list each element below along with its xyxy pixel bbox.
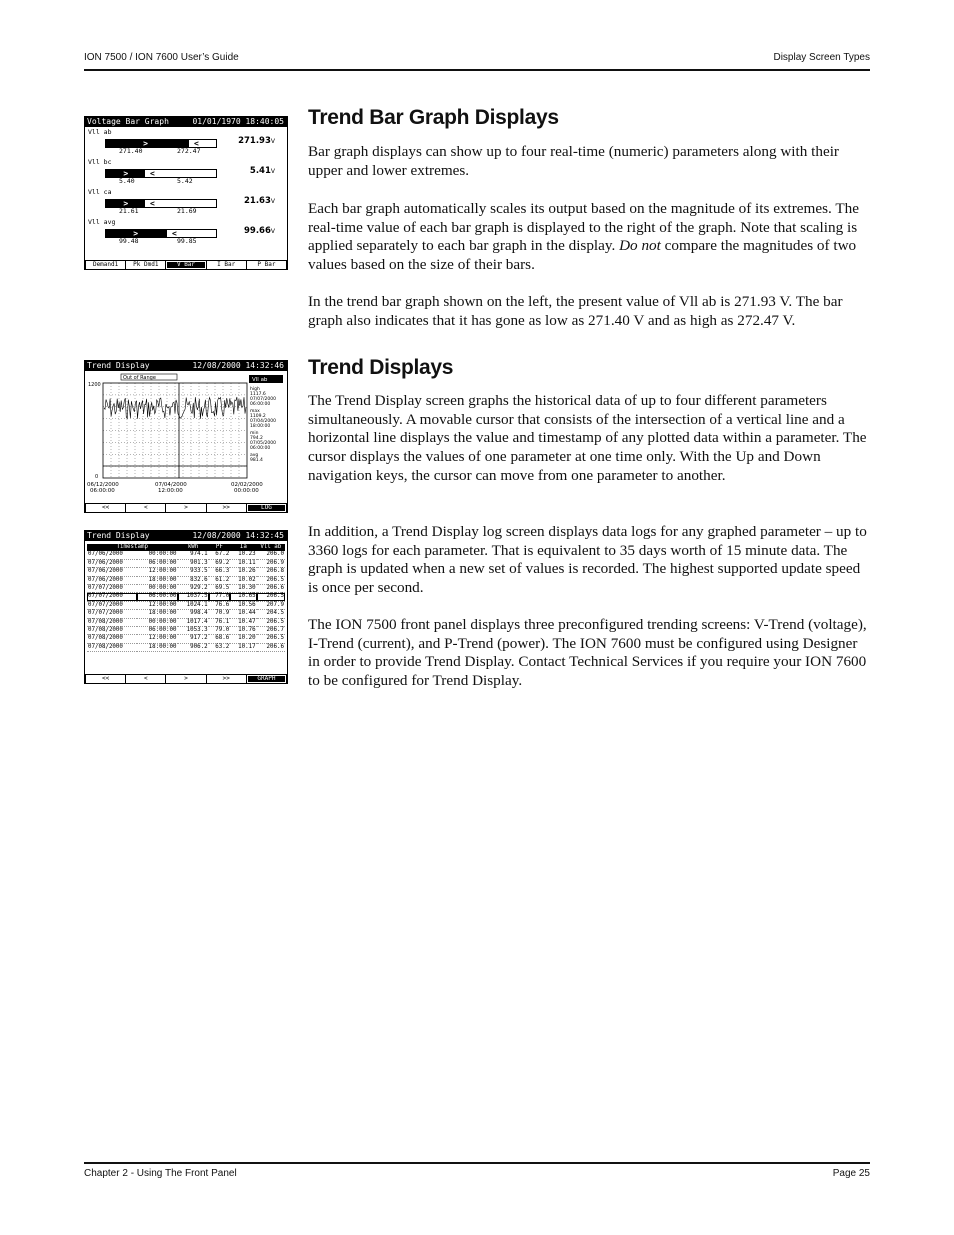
- table-row[interactable]: [87, 551, 285, 559]
- table-cell: 933.5: [178, 568, 209, 576]
- screen-datetime: 12/08/2000 14:32:45: [192, 531, 284, 540]
- table-cell: 12:00:00: [137, 635, 178, 643]
- paragraph: In addition, a Trend Display log screen displays data logs for any graphed parameter – up to 3360 logs for each parameter. That is equivalent to 35 days worth of 15 minute data. The graph is updated when a new set of values is recorded. The highest supported update speed is once per second.: [308, 523, 867, 597]
- high-extreme: 272.47: [177, 147, 201, 155]
- table-cell: 206.9: [257, 559, 285, 567]
- table-cell: 61.2: [209, 576, 231, 584]
- table-cell: 10.30: [230, 585, 256, 593]
- table-cell: 06:00:00: [137, 627, 178, 635]
- screen-title: Trend Display: [87, 531, 150, 540]
- softkey-button[interactable]: Demand1: [86, 261, 125, 269]
- table-cell: 1037.5: [178, 593, 209, 601]
- stat-date: 07/04/2000: [250, 419, 276, 424]
- column-header: Vll ab: [257, 544, 285, 551]
- table-cell: 206.8: [257, 568, 285, 576]
- paragraph: The ION 7500 front panel displays three preconfigured trending screens: V-Trend (voltage), I-Trend (current), and P-Trend (power). The ION 7600 must be configured using Designer in order to provide Trend Display. Contact Technical Services if you require your ION 7600 to be configured for Trend Display.: [308, 616, 867, 690]
- table-cell: 10.11: [230, 559, 256, 567]
- table-cell: 206.5: [257, 635, 285, 643]
- column-header: Timestamp: [87, 544, 178, 551]
- table-cell: 10.02: [230, 576, 256, 584]
- table-cell: 07/06/2000: [87, 568, 137, 576]
- table-cell: 07/06/2000: [87, 551, 137, 559]
- x-axis-date: 02/02/2000: [231, 482, 263, 488]
- table-cell: 206.6: [257, 643, 285, 651]
- table-cell: 901.3: [178, 559, 209, 567]
- softkey-button[interactable]: <: [126, 504, 165, 512]
- stat-time: 18:00:00: [250, 424, 271, 429]
- table-cell: 12:00:00: [137, 601, 178, 609]
- table-cell: 00:00:00: [137, 551, 178, 559]
- high-extreme: 21.69: [177, 207, 197, 215]
- table-cell: 07/08/2000: [87, 643, 137, 651]
- stat-name: min: [250, 431, 259, 436]
- paragraph: Bar graph displays can show up to four real-time (numeric) parameters along with their upper and lower extremes.: [308, 143, 839, 179]
- page-footer: [84, 1168, 870, 1186]
- table-cell: 18:00:00: [137, 610, 178, 618]
- parameter-value: 99.66V: [244, 226, 275, 236]
- table-row[interactable]: [87, 559, 285, 567]
- table-cell: 832.6: [178, 576, 209, 584]
- table-cell: 07/07/2000: [87, 610, 137, 618]
- x-axis-date: 07/04/2000: [155, 482, 187, 488]
- table-cell: 06:00:00: [137, 559, 178, 567]
- parameter-label: Vll bc: [88, 158, 112, 166]
- softkey-bar: [85, 503, 287, 512]
- table-row[interactable]: [87, 618, 285, 626]
- footer-page-number: Page 25: [832, 1168, 870, 1179]
- stat-name: max: [250, 409, 260, 414]
- stat-value: 1109.2: [250, 414, 266, 419]
- column-header: kWh: [178, 544, 209, 551]
- screen-title: Trend Display: [87, 361, 150, 370]
- stat-name: avg: [250, 453, 259, 458]
- table-cell: 10.47: [230, 618, 256, 626]
- table-cell: 70.9: [209, 610, 231, 618]
- trend-log-table: [87, 544, 285, 652]
- unit: V: [270, 198, 275, 205]
- selected-param: Vll ab: [252, 377, 268, 383]
- screen-title-bar: [85, 531, 287, 541]
- table-cell: 79.0: [209, 627, 231, 635]
- table-row[interactable]: [87, 635, 285, 643]
- table-cell: 06:00:00: [137, 593, 178, 601]
- bar-graph-screenshot: [84, 116, 288, 270]
- table-cell: 206.5: [257, 618, 285, 626]
- table-cell: 00:00:00: [137, 618, 178, 626]
- table-cell: 07/06/2000: [87, 559, 137, 567]
- max-marker: >: [133, 229, 139, 238]
- max-marker: >: [123, 199, 129, 208]
- table-cell: 63.2: [209, 643, 231, 651]
- table-cell: 1053.3: [178, 627, 209, 635]
- section-title-trend-displays: Trend Displays: [308, 356, 454, 379]
- high-extreme: 99.85: [177, 237, 197, 245]
- table-cell: 76.6: [209, 601, 231, 609]
- low-extreme: 271.40: [119, 147, 143, 155]
- table-row[interactable]: [87, 593, 285, 601]
- table-row[interactable]: [87, 601, 285, 609]
- stat-value: 794.2: [250, 436, 263, 441]
- table-cell: 10.76: [230, 627, 256, 635]
- table-cell: 18:00:00: [137, 576, 178, 584]
- table-cell: 07/06/2000: [87, 576, 137, 584]
- unit: V: [270, 138, 275, 145]
- table-cell: 00:00:00: [137, 585, 178, 593]
- table-cell: 10.23: [230, 551, 256, 559]
- low-extreme: 21.61: [119, 207, 139, 215]
- table-cell: 1017.4: [178, 618, 209, 626]
- table-cell: 77.0: [209, 593, 231, 601]
- table-cell: 07/07/2000: [87, 601, 137, 609]
- table-cell: 206.6: [257, 585, 285, 593]
- min-marker: <: [172, 229, 177, 238]
- softkey-button[interactable]: <<: [86, 504, 125, 512]
- column-header: Ia: [230, 544, 256, 551]
- stat-value: 1117.6: [250, 392, 266, 397]
- section-title-trend-bar-graph: Trend Bar Graph Displays: [308, 106, 559, 129]
- trend-graph: [85, 361, 287, 512]
- x-axis-time: 00:00:00: [234, 488, 259, 494]
- softkey-button[interactable]: P Bar: [247, 261, 286, 269]
- table-cell: 1024.1: [178, 601, 209, 609]
- table-cell: 10.65: [230, 593, 256, 601]
- footer-chapter: Chapter 2 - Using The Front Panel: [84, 1168, 237, 1179]
- stat-name: high: [250, 387, 260, 392]
- table-row[interactable]: [87, 568, 285, 576]
- parameter-value: 271.93V: [238, 136, 275, 146]
- x-axis-date: 06/12/2000: [87, 482, 119, 488]
- table-cell: 07/07/2000: [87, 593, 137, 601]
- screen-datetime: 12/08/2000 14:32:46: [192, 361, 284, 370]
- table-cell: 10.44: [230, 610, 256, 618]
- table-cell: 206.0: [257, 551, 285, 559]
- stat-date: 07/05/2000: [250, 441, 276, 446]
- min-marker: <: [150, 169, 155, 178]
- softkey-button[interactable]: V Bar: [166, 261, 205, 269]
- table-cell: 76.1: [209, 618, 231, 626]
- parameter-label: Vll ca: [88, 188, 112, 196]
- table-cell: 66.3: [209, 568, 231, 576]
- paragraph: In the trend bar graph shown on the left, the present value of Vll ab is 271.93 V. The bar graph also indicates that it has gone as low as 271.40 V and as high as 272.47 V.: [308, 293, 843, 329]
- unit: V: [270, 228, 275, 235]
- header-doc-title: ION 7500 / ION 7600 User’s Guide: [84, 52, 239, 63]
- table-cell: 68.6: [209, 635, 231, 643]
- table-cell: 204.5: [257, 610, 285, 618]
- low-extreme: 99.48: [119, 237, 139, 245]
- softkey-button[interactable]: >: [166, 504, 205, 512]
- table-row[interactable]: [87, 576, 285, 584]
- stat-date: 07/07/2000: [250, 397, 276, 402]
- max-marker: >: [143, 139, 148, 148]
- softkey-button[interactable]: >>: [207, 675, 246, 683]
- y-axis-min: 0: [95, 474, 99, 480]
- screen-datetime: 01/01/1970 18:40:05: [192, 117, 284, 126]
- softkey-button[interactable]: >>: [207, 504, 246, 512]
- table-row[interactable]: [87, 610, 285, 618]
- emphasis: Do not: [619, 237, 661, 255]
- table-cell: 07/08/2000: [87, 627, 137, 635]
- table-row[interactable]: [87, 627, 285, 635]
- parameter-label: Vll ab: [88, 128, 112, 136]
- table-cell: 10.17: [230, 643, 256, 651]
- table-cell: 906.2: [178, 643, 209, 651]
- parameter-label: Vll avg: [88, 218, 116, 226]
- screen-title: Voltage Bar Graph: [87, 117, 169, 126]
- stat-time: 06:00:00: [250, 402, 271, 407]
- parameter-value: 5.41V: [249, 166, 275, 176]
- stat-value: 981.4: [250, 458, 263, 463]
- trend-display-screenshot: [84, 360, 288, 513]
- table-cell: 69.2: [209, 559, 231, 567]
- header-rule: [84, 69, 870, 71]
- screen-title-bar: [85, 117, 287, 127]
- table-cell: 974.1: [178, 551, 209, 559]
- table-row[interactable]: [87, 585, 285, 593]
- footer-rule: [84, 1162, 870, 1164]
- table-cell: 07/07/2000: [87, 585, 137, 593]
- table-cell: 12:00:00: [137, 568, 178, 576]
- table-cell: 206.5: [257, 576, 285, 584]
- header-section-title: Display Screen Types: [773, 52, 870, 63]
- page-header: [84, 52, 870, 70]
- trend-log-screenshot: [84, 530, 288, 684]
- paragraph: Each bar graph automatically scales its output based on the magnitude of its extremes. The real-time value of each bar graph is displayed to the right of the graph. Note that scaling is applied separately to each bar graph in the display. Do not compare the magnitudes of two values based on the size of their bars.: [308, 200, 859, 274]
- table-cell: 206.7: [257, 627, 285, 635]
- table-cell: 69.5: [209, 585, 231, 593]
- table-cell: 917.2: [178, 635, 209, 643]
- softkey-button[interactable]: LOG: [247, 504, 286, 512]
- softkey-bar: [85, 674, 287, 683]
- min-marker: <: [194, 139, 199, 148]
- softkey-bar: [85, 260, 287, 269]
- table-cell: 07/08/2000: [87, 618, 137, 626]
- table-cell: 10.20: [230, 635, 256, 643]
- softkey-button[interactable]: <: [126, 675, 165, 683]
- parameter-value: 21.63V: [244, 196, 275, 206]
- max-marker: >: [123, 169, 129, 178]
- min-marker: <: [150, 199, 155, 208]
- table-cell: 10.26: [230, 568, 256, 576]
- table-cell: 10.56: [230, 601, 256, 609]
- x-axis-time: 06:00:00: [90, 488, 115, 494]
- table-row[interactable]: [87, 643, 285, 651]
- paragraph: The Trend Display screen graphs the historical data of up to four different parameters simultaneously. A movable cursor that consists of the intersection of a vertical line and a horizontal line displays the value and timestamp of any plotted data within a parameter. The cursor displays the values of one parameter at one time only. With the Up and Down navigation keys, the cursor can move from one parameter to another.: [308, 392, 867, 484]
- table-cell: 206.5: [257, 593, 285, 601]
- table-cell: 07/08/2000: [87, 635, 137, 643]
- stat-time: 06:00:00: [250, 446, 271, 451]
- table-cell: 18:00:00: [137, 643, 178, 651]
- table-cell: 67.2: [209, 551, 231, 559]
- softkey-button[interactable]: Pk Dmd1: [126, 261, 165, 269]
- unit: V: [270, 168, 275, 175]
- softkey-button[interactable]: I Bar: [207, 261, 246, 269]
- softkey-button[interactable]: GRAPH: [247, 675, 286, 683]
- low-extreme: 5.40: [119, 177, 135, 185]
- column-header: PF: [209, 544, 231, 551]
- table-cell: 207.9: [257, 601, 285, 609]
- range-label: Out of Range: [123, 375, 156, 381]
- softkey-button[interactable]: >: [166, 675, 205, 683]
- table-cell: 929.2: [178, 585, 209, 593]
- softkey-button[interactable]: <<: [86, 675, 125, 683]
- x-axis-time: 12:00:00: [158, 488, 183, 494]
- table-cell: 998.4: [178, 610, 209, 618]
- high-extreme: 5.42: [177, 177, 193, 185]
- y-axis-max: 1200: [88, 382, 101, 388]
